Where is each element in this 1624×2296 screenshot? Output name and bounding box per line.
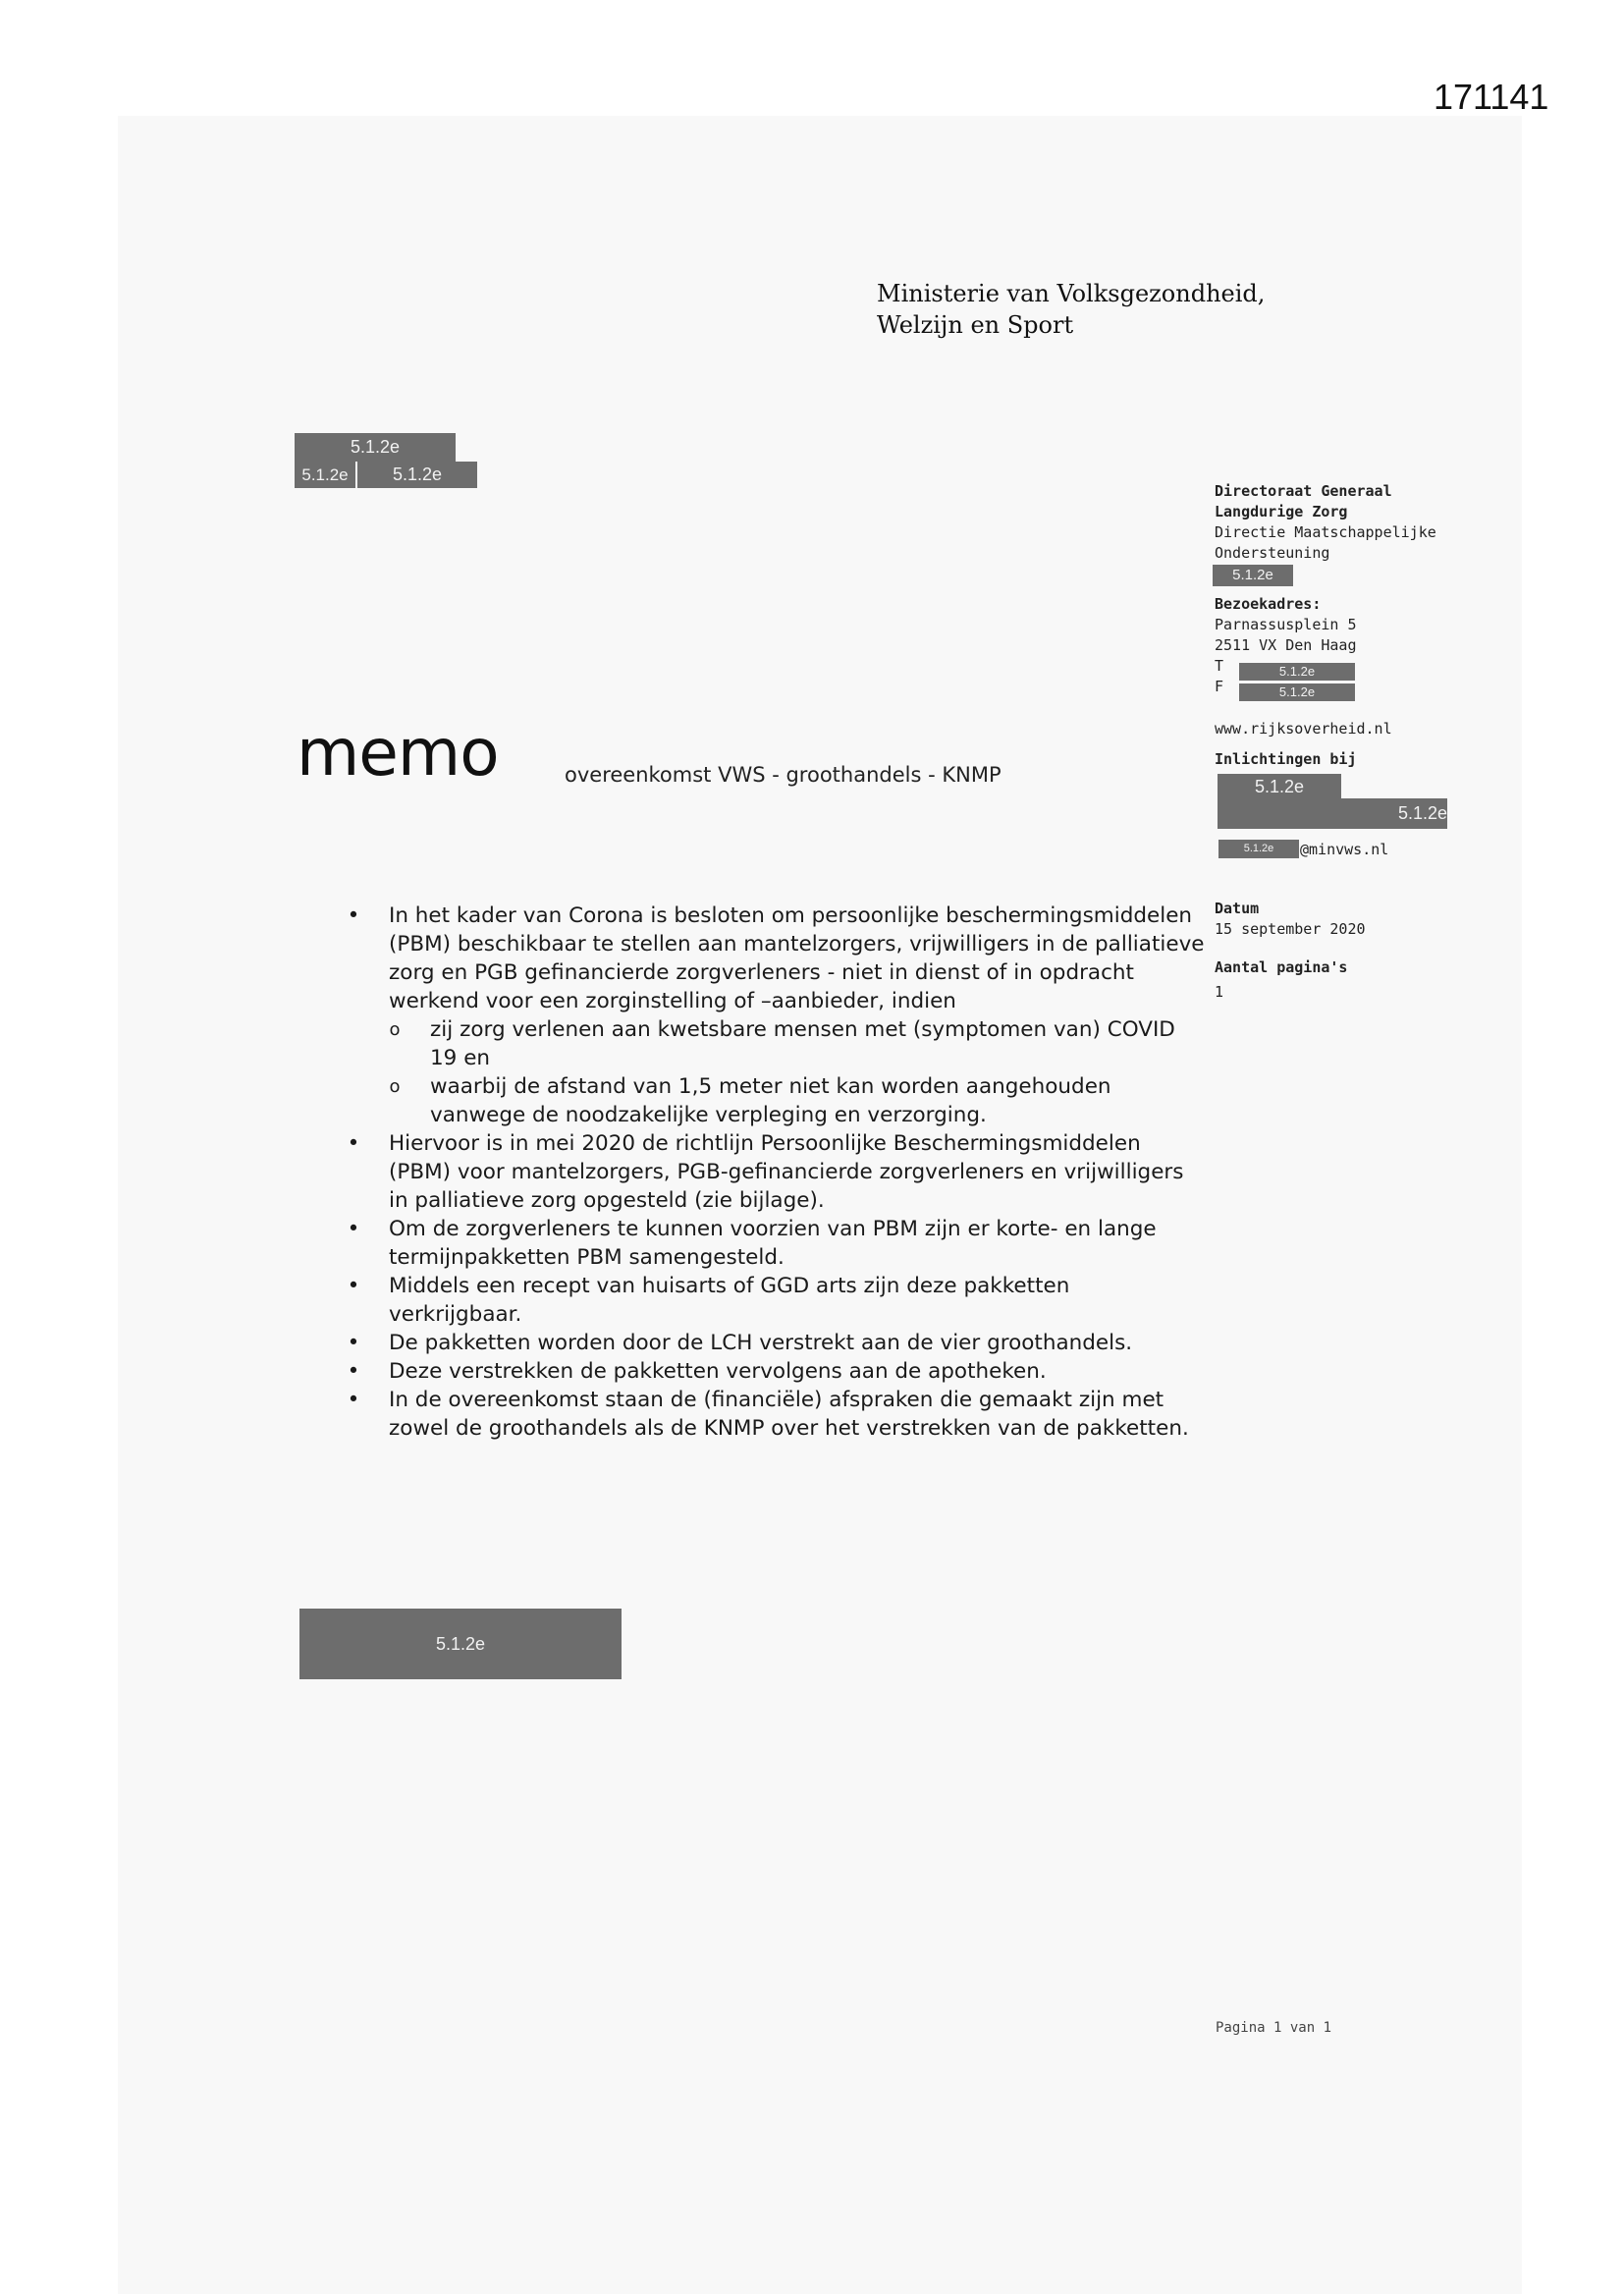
redacted-department-code: 5.1.2e bbox=[1213, 565, 1293, 586]
bullet-icon: • bbox=[347, 1331, 360, 1355]
bullet-icon: • bbox=[347, 1388, 360, 1412]
directorate-line2: Langdurige Zorg bbox=[1215, 503, 1348, 520]
sub-bullet-icon: o bbox=[389, 1076, 401, 1097]
list-item-text: In het kader van Corona is besloten om persoonlijke beschermingsmiddelen (PBM) beschikbaar te stellen aan mantelzorgers, vrijwilligers in de palliatieve zorg en PGB gefinancierde zorgverleners - niet in dienst of in opdracht werkend voor een zorginstelling of –aanbieder, indien bbox=[389, 903, 1205, 1013]
sub-bullet-icon: o bbox=[389, 1019, 401, 1040]
redacted-email-user: 5.1.2e bbox=[1218, 840, 1299, 858]
date-value: 15 september 2020 bbox=[1215, 920, 1366, 938]
list-item-text: Middels een recept van huisarts of GGD arts zijn deze pakketten verkrijgbaar. bbox=[389, 1274, 1070, 1327]
list-item bbox=[344, 1386, 1208, 1443]
memo-title: memo bbox=[297, 715, 499, 791]
list-item-text: De pakketten worden door de LCH verstrekt aan de vier groothandels. bbox=[389, 1331, 1133, 1355]
date-label: Datum bbox=[1215, 900, 1260, 917]
visit-address-heading: Bezoekadres: bbox=[1215, 595, 1322, 613]
list-item-text: In de overeenkomst staan de (financiële) afspraken die gemaakt zijn met zowel de groothandels als de KNMP over het verstrekken van de pakketten. bbox=[389, 1388, 1189, 1441]
website-link[interactable]: www.rijksoverheid.nl bbox=[1215, 720, 1392, 738]
department-line2: Ondersteuning bbox=[1215, 544, 1330, 562]
sub-list-item bbox=[344, 1072, 1208, 1129]
department-line1: Directie Maatschappelijke bbox=[1215, 523, 1436, 541]
pages-label: Aantal pagina's bbox=[1215, 958, 1348, 976]
list-item-text: Deze verstrekken de pakketten vervolgens aan de apotheken. bbox=[389, 1359, 1047, 1384]
ministry-logo-text bbox=[877, 278, 1265, 341]
visit-address-city: 2511 VX Den Haag bbox=[1215, 636, 1357, 654]
list-item bbox=[344, 1215, 1208, 1272]
memo-body-list bbox=[344, 902, 1208, 1443]
redacted-addressee-3: 5.1.2e bbox=[357, 462, 477, 488]
info-heading: Inlichtingen bij bbox=[1215, 750, 1357, 768]
fax-label: F bbox=[1215, 678, 1224, 695]
sender-info-sidebar bbox=[1215, 481, 1470, 770]
redacted-fax: 5.1.2e bbox=[1239, 683, 1355, 701]
sub-list bbox=[344, 1015, 1208, 1129]
redacted-addressee-1: 5.1.2e bbox=[295, 433, 456, 462]
redacted-phone: 5.1.2e bbox=[1239, 663, 1355, 681]
memo-subject: overeenkomst VWS - groothandels - KNMP bbox=[565, 763, 1001, 787]
phone-label: T bbox=[1215, 657, 1224, 675]
sub-list-item bbox=[344, 1015, 1208, 1072]
list-item bbox=[344, 902, 1208, 1129]
sub-list-item-text: waarbij de afstand van 1,5 meter niet kan worden aangehouden vanwege de noodzakelijke verpleging en verzorging. bbox=[430, 1074, 1111, 1127]
email-domain: @minvws.nl bbox=[1300, 841, 1389, 858]
bullet-icon: • bbox=[347, 1217, 360, 1241]
list-item-text: Om de zorgverleners te kunnen voorzien van PBM zijn er korte- en lange termijnpakketten PBM samengesteld. bbox=[389, 1217, 1157, 1270]
list-item-text: Hiervoor is in mei 2020 de richtlijn Persoonlijke Beschermingsmiddelen (PBM) voor mantelzorgers, PGB-gefinancierde zorgverleners en vrijwilligers in palliatieve zorg opgesteld (zie bijlage). bbox=[389, 1131, 1184, 1213]
bullet-icon: • bbox=[347, 903, 360, 928]
redacted-contact-name: 5.1.2e bbox=[1218, 774, 1341, 799]
ministry-name-line2: Welzijn en Sport bbox=[877, 311, 1074, 339]
list-item bbox=[344, 1329, 1208, 1357]
ministry-name-line1: Ministerie van Volksgezondheid, bbox=[877, 280, 1266, 307]
redacted-contact-function: 5.1.2e bbox=[1218, 798, 1447, 829]
directorate-line1: Directoraat Generaal bbox=[1215, 482, 1392, 500]
redacted-addressee-2: 5.1.2e bbox=[295, 462, 355, 488]
bullet-icon: • bbox=[347, 1359, 360, 1384]
list-item bbox=[344, 1272, 1208, 1329]
date-block bbox=[1215, 899, 1366, 1003]
sub-list-item-text: zij zorg verlenen aan kwetsbare mensen met (symptomen van) COVID 19 en bbox=[430, 1017, 1175, 1070]
pages-value: 1 bbox=[1215, 983, 1224, 1001]
visit-address-street: Parnassusplein 5 bbox=[1215, 616, 1357, 633]
list-item bbox=[344, 1357, 1208, 1386]
page-number: Pagina 1 van 1 bbox=[1216, 2020, 1332, 2036]
bullet-icon: • bbox=[347, 1131, 360, 1156]
bullet-icon: • bbox=[347, 1274, 360, 1298]
redacted-signature: 5.1.2e bbox=[299, 1609, 622, 1679]
document-number: 171141 bbox=[1434, 77, 1549, 117]
list-item bbox=[344, 1129, 1208, 1215]
